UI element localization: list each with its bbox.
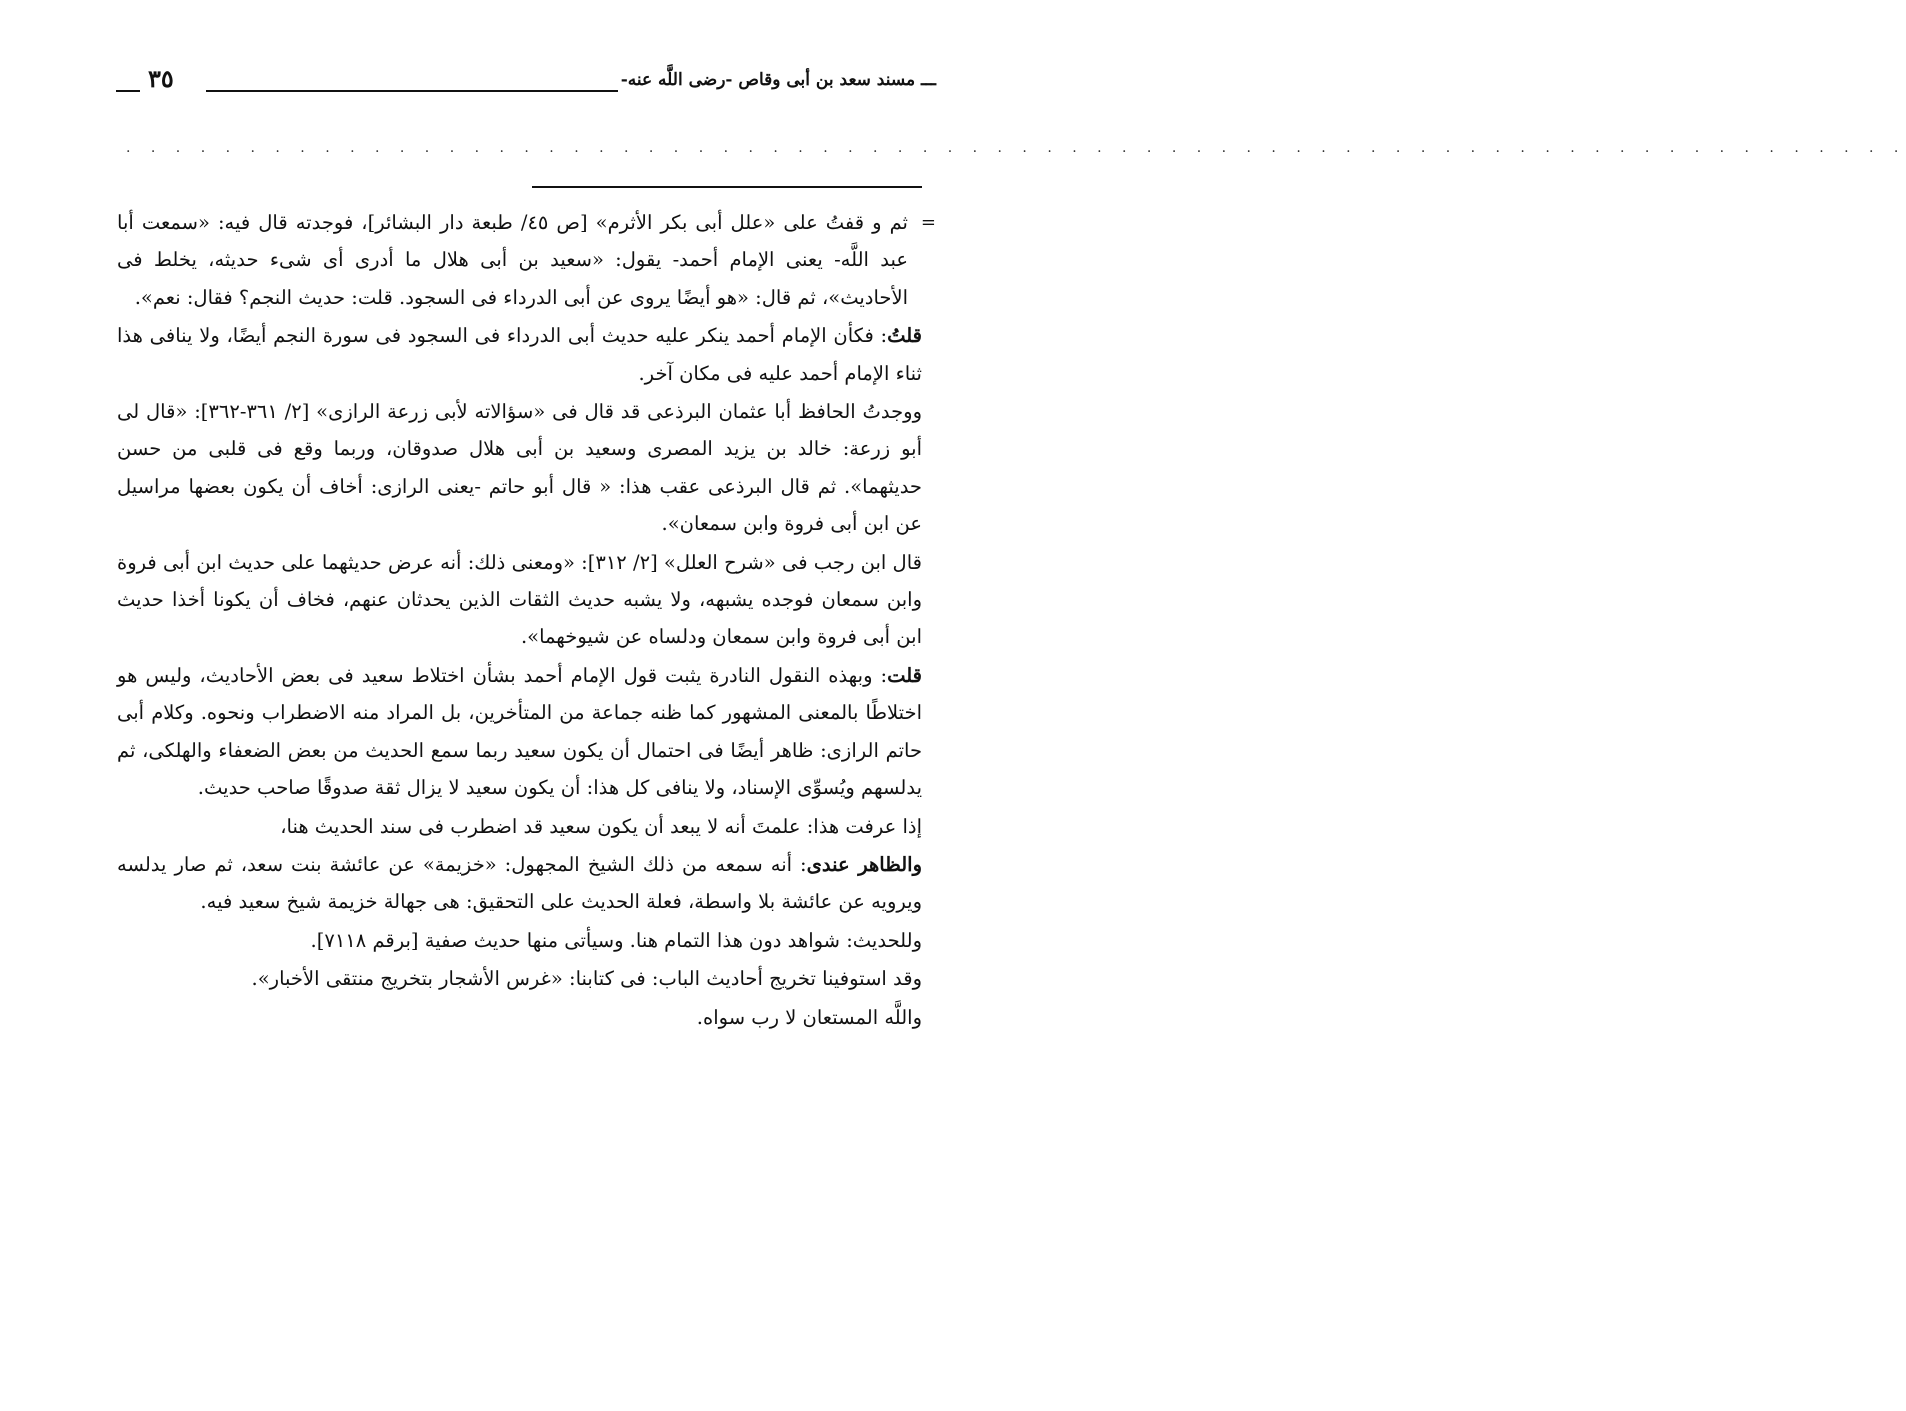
header-left-dash: [116, 90, 140, 92]
paragraph-lead: قلتُ: [887, 324, 922, 348]
paragraph-1: [117, 204, 936, 316]
paragraph-text: ثم و قفتُ على «علل أبى بكر الأثرم» [ص ٤٥/ طبعة دار البشائر]، فوجدته قال فيه: «سمعت أبا عبد اللَّه- يعنى الإمام أحمد- يقول: «سعيد بن أبى هلال ما أدرى أى شىء حديثه، يخلط فى الأحاديث»، ثم قال: «هو أيضًا يروى عن أبى الدرداء فى السجود. قلت: حديث النجم؟ فقال: نعم».: [117, 211, 908, 309]
paragraph-10: [117, 999, 922, 1036]
separator-dots: . . . . . . . . . . . . . . . . . . . . . . . . . . . . . . . . . . . . . . . . . . . . . . . . . . . . . . . . . . . . . . . . . . . . . . . .: [126, 140, 1906, 156]
paragraph-text: : فكأن الإمام أحمد ينكر عليه حديث أبى الدرداء فى السجود فى سورة النجم أيضًا، ولا ينافى هذا ثناء الإمام أحمد عليه فى مكان آخر.: [117, 324, 922, 385]
paragraph-5: [117, 657, 922, 807]
running-title: ـــ مسند سعد بن أبى وقاص -رضى اللَّه عنه-: [620, 70, 936, 90]
paragraph-2: [117, 317, 922, 392]
page-header: [116, 64, 936, 104]
paragraph-lead: والظاهر عندى: [806, 852, 922, 876]
paragraph-text: وللحديث: شواهد دون هذا التمام هنا. وسيأتى منها حديث صفية [برقم ٧١١٨].: [310, 928, 922, 952]
paragraph-6: [117, 808, 922, 845]
paragraph-text: إذا عرفت هذا: علمتَ أنه لا يبعد أن يكون سعيد قد اضطرب فى سند الحديث هنا،: [280, 814, 922, 838]
paragraph-text: واللَّه المستعان لا رب سواه.: [696, 1005, 922, 1029]
page-number: ٣٥: [148, 64, 174, 93]
paragraph-text: : أنه سمعه من ذلك الشيخ المجهول: «خزيمة» عن عائشة بنت سعد، ثم صار يدلسه ويرويه عن عائشة بلا واسطة، فعلة الحديث على التحقيق: هى جهالة خزيمة شيخ سعيد فيه.: [117, 852, 922, 914]
footnote-separator-rule: [532, 186, 922, 188]
paragraph-text: ووجدتُ الحافظ أبا عثمان البرذعى قد قال فى «سؤالاته لأبى زرعة الرازى» [٢/ ٣٦١-٣٦٢]: «قال لى أبو زرعة: خالد بن يزيد المصرى وسعيد بن أبى هلال صدوقان، وربما وقع فى قلبى من حسن حديثهما». ثم قال البرذعى عقب هذا: « قال أبو حاتم -يعنى الرازى: أخاف أن يكون بعضها مراسيل عن ابن أبى فروة وابن سمعان».: [117, 400, 922, 536]
paragraph-9: [117, 960, 922, 997]
footnote-text: [117, 204, 936, 1037]
header-rule: [206, 90, 618, 92]
paragraph-text: : وبهذه النقول النادرة يثبت قول الإمام أحمد بشأن اختلاط سعيد فى بعض الأحاديث، وليس هو اختلاطًا بالمعنى المشهور كما ظنه جماعة من المتأخرين، بل المراد منه الاضطراب ونحوه. وكلام أبى حاتم الرازى: ظاهر أيضًا فى احتمال أن يكون سعيد ربما سمع الحديث من بعض الضعفاء والهلكى، ثم يدلسهم ويُسوِّى الإسناد، ولا ينافى كل هذا: أن يكون سعيد لا يزال ثقة صدوقًا صاحب حديث.: [117, 663, 922, 800]
paragraph-8: [117, 922, 922, 959]
paragraph-4: [117, 544, 922, 656]
paragraph-text: وقد استوفينا تخريج أحاديث الباب: فى كتابنا: «غرس الأشجار بتخريج منتقى الأخبار».: [251, 967, 922, 991]
paragraph-7: [117, 846, 922, 921]
paragraph-lead: قلت: [887, 663, 922, 687]
paragraph-3: [117, 393, 922, 543]
paragraph-text: قال ابن رجب فى «شرح العلل» [٢/ ٣١٢]: «ومعنى ذلك: أنه عرض حديثهما على حديث ابن أبى فروة وابن سمعان فوجده يشبهه، ولا يشبه حديث الثقات الذين يحدثان عنهم، فخاف أن يكونا أخذا حديث ابن أبى فروة وابن سمعان ودلساه عن شيوخهما».: [117, 550, 922, 649]
continuation-marker: =: [920, 212, 936, 233]
